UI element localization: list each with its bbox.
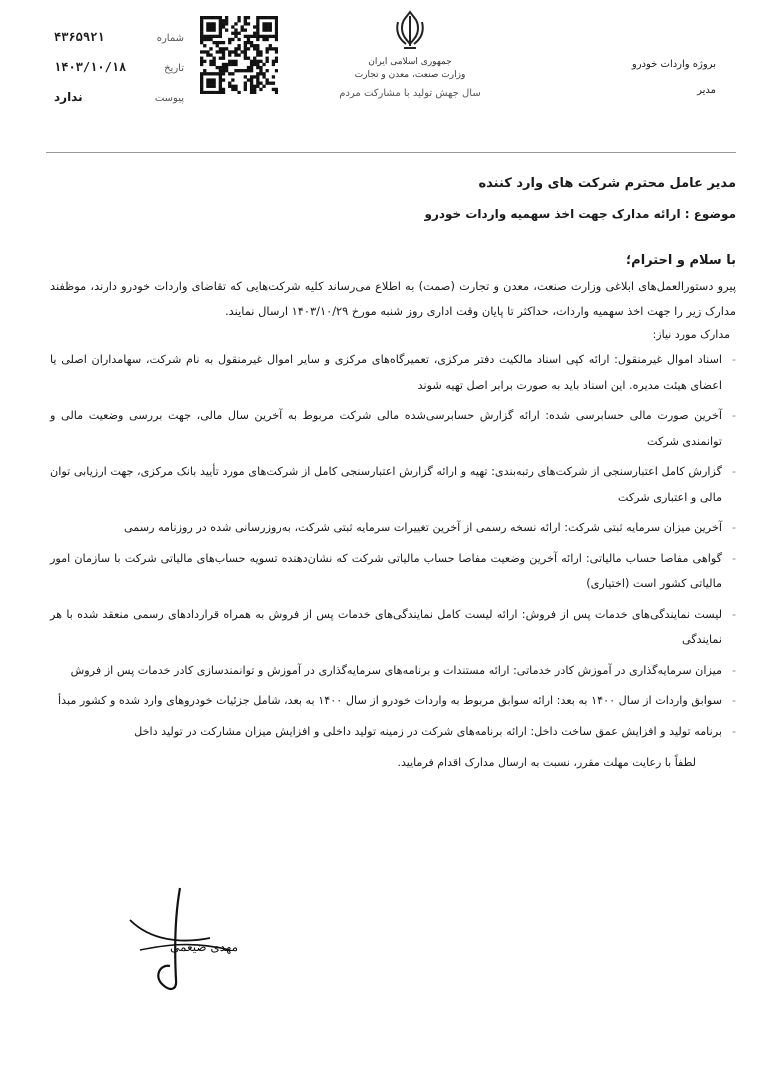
government-header xyxy=(290,10,530,99)
qr-code-icon xyxy=(200,16,278,94)
list-item-text: اسناد اموال غیرمنقول: ارائه کپی اسناد مالکیت دفتر مرکزی، تعمیرگاه‌های مرکزی و سایر اموال غیرمنقول به نام شرکت، سهامداران اصلی یا اعضای هیئت مدیره. این اسناد باید به صورت برابر اصل تهیه شوند xyxy=(50,353,722,392)
emblem-icon xyxy=(392,10,428,52)
intro-paragraph: پیرو دستورالعمل‌های ابلاغی وزارت صنعت، معدن و تجارت (صمت) به اطلاع می‌رساند کلیه شرکت‌هایی که تقاضای واردات خودرو دارند، موظفند مدارک زیر را جهت اخذ سهمیه واردات، حداکثر تا پایان وقت اداری روز شنبه مورخ ۱۴۰۳/۱۰/۲۹ ارسال نمایند. xyxy=(50,279,736,318)
government-name: جمهوری اسلامی ایران xyxy=(368,57,452,67)
list-item xyxy=(50,546,736,597)
list-item-text: سوابق واردات از سال ۱۴۰۰ به بعد: ارائه سوابق مربوط به واردات خودرو از سال ۱۴۰۰ به بعد، شامل جزئیات خودروهای وارد شده و کشور مبدأ xyxy=(58,694,722,707)
list-item xyxy=(50,688,736,714)
bullet-dash: - xyxy=(731,694,736,707)
greeting: با سلام و احترام؛ xyxy=(625,253,736,268)
letter-number-row xyxy=(54,30,184,60)
bullet-dash: - xyxy=(731,465,736,478)
letter-meta xyxy=(54,30,184,120)
closing-line: لطفاً با رعایت مهلت مقرر، نسبت به ارسال مدارک اقدام فرمایید. xyxy=(397,756,696,769)
list-item xyxy=(50,347,736,398)
header-divider xyxy=(46,152,736,153)
letter-attachment: ندارد xyxy=(54,90,83,104)
list-item xyxy=(50,515,736,541)
letter-date-row xyxy=(54,60,184,90)
list-item-text: آخرین صورت مالی حسابرسی شده: ارائه گزارش حسابرسی‌شده مالی شرکت مربوط به آخرین سال مالی، جهت بررسی وضعیت مالی و توانمندی شرکت xyxy=(50,409,722,448)
list-item-text: آخرین میزان سرمایه ثبتی شرکت: ارائه نسخه رسمی از آخرین تغییرات سرمایه ثبتی شرکت، به‌روزرسانی شده در روزنامه رسمی xyxy=(123,521,722,534)
letter-number: ۴۳۶۵۹۲۱ xyxy=(54,30,105,44)
ministry-name: وزارت صنعت، معدن و تجارت xyxy=(354,70,466,80)
bullet-dash: - xyxy=(731,409,736,422)
list-item xyxy=(50,602,736,653)
subject: موضوع : ارائه مدارک جهت اخذ سهمیه واردات خودرو xyxy=(424,207,736,221)
department-title: مدیر xyxy=(697,85,716,96)
letter-attachment-label: پیوست xyxy=(154,93,184,104)
list-item-text: لیست نمایندگی‌های خدمات پس از فروش: ارائه لیست کامل نمایندگی‌های خدمات پس از فروش به همراه قراردادهای رسمی منعقد شده با هر نمایندگی xyxy=(50,607,722,646)
letter-number-label: شماره xyxy=(156,33,184,44)
letter-date: ۱۴۰۳/۱۰/۱۸ xyxy=(54,60,127,74)
recipient: مدیر عامل محترم شرکت های وارد کننده xyxy=(478,176,736,191)
letter-body xyxy=(50,162,736,769)
bullet-dash: - xyxy=(731,551,736,565)
bullet-dash: - xyxy=(731,724,736,738)
list-item-text: گواهی مفاصا حساب مالیاتی: ارائه آخرین وضعیت مفاصا حساب مالیاتی شرکت که نشان‌دهنده تسویه حساب‌های مالیاتی شرکت با سازمان امور مالیاتی کشور است (اختیاری) xyxy=(50,551,722,590)
documents-list xyxy=(50,347,736,744)
list-item-text: میزان سرمایه‌گذاری در آموزش کادر خدماتی: ارائه مستندات و برنامه‌های سرمایه‌گذاری در آموزش و توانمندسازی کادر خدمات پس از فروش xyxy=(70,663,722,677)
signer-name: مهدی ضیغمی xyxy=(170,940,239,954)
department-name: بروژه واردات خودرو xyxy=(631,59,716,70)
bullet-dash: - xyxy=(731,663,736,677)
department-block xyxy=(596,52,716,104)
list-item-text: گزارش کامل اعتبارسنجی از شرکت‌های رتبه‌بندی: تهیه و ارائه گزارش اعتبارسنجی کامل از شرکت‌های مورد تأیید بانک مرکزی، جهت ارزیابی توان مالی و اعتباری شرکت xyxy=(50,465,722,504)
list-item xyxy=(50,459,736,510)
list-item xyxy=(50,719,736,745)
bullet-dash: - xyxy=(731,521,736,534)
year-slogan: سال جهش تولید با مشارکت مردم xyxy=(339,88,481,99)
bullet-dash: - xyxy=(731,607,736,621)
letter-attachment-row xyxy=(54,90,184,120)
list-item xyxy=(50,403,736,454)
letter-date-label: تاریخ xyxy=(164,63,184,74)
list-item xyxy=(50,658,736,684)
bullet-dash: - xyxy=(731,353,736,366)
list-item-text: برنامه تولید و افزایش عمق ساخت داخل: ارائه برنامه‌های شرکت در زمینه تولید داخلی و افزایش میزان مشارکت در تولید داخل xyxy=(134,724,722,738)
documents-heading: مدارک مورد نیاز: xyxy=(652,328,730,341)
